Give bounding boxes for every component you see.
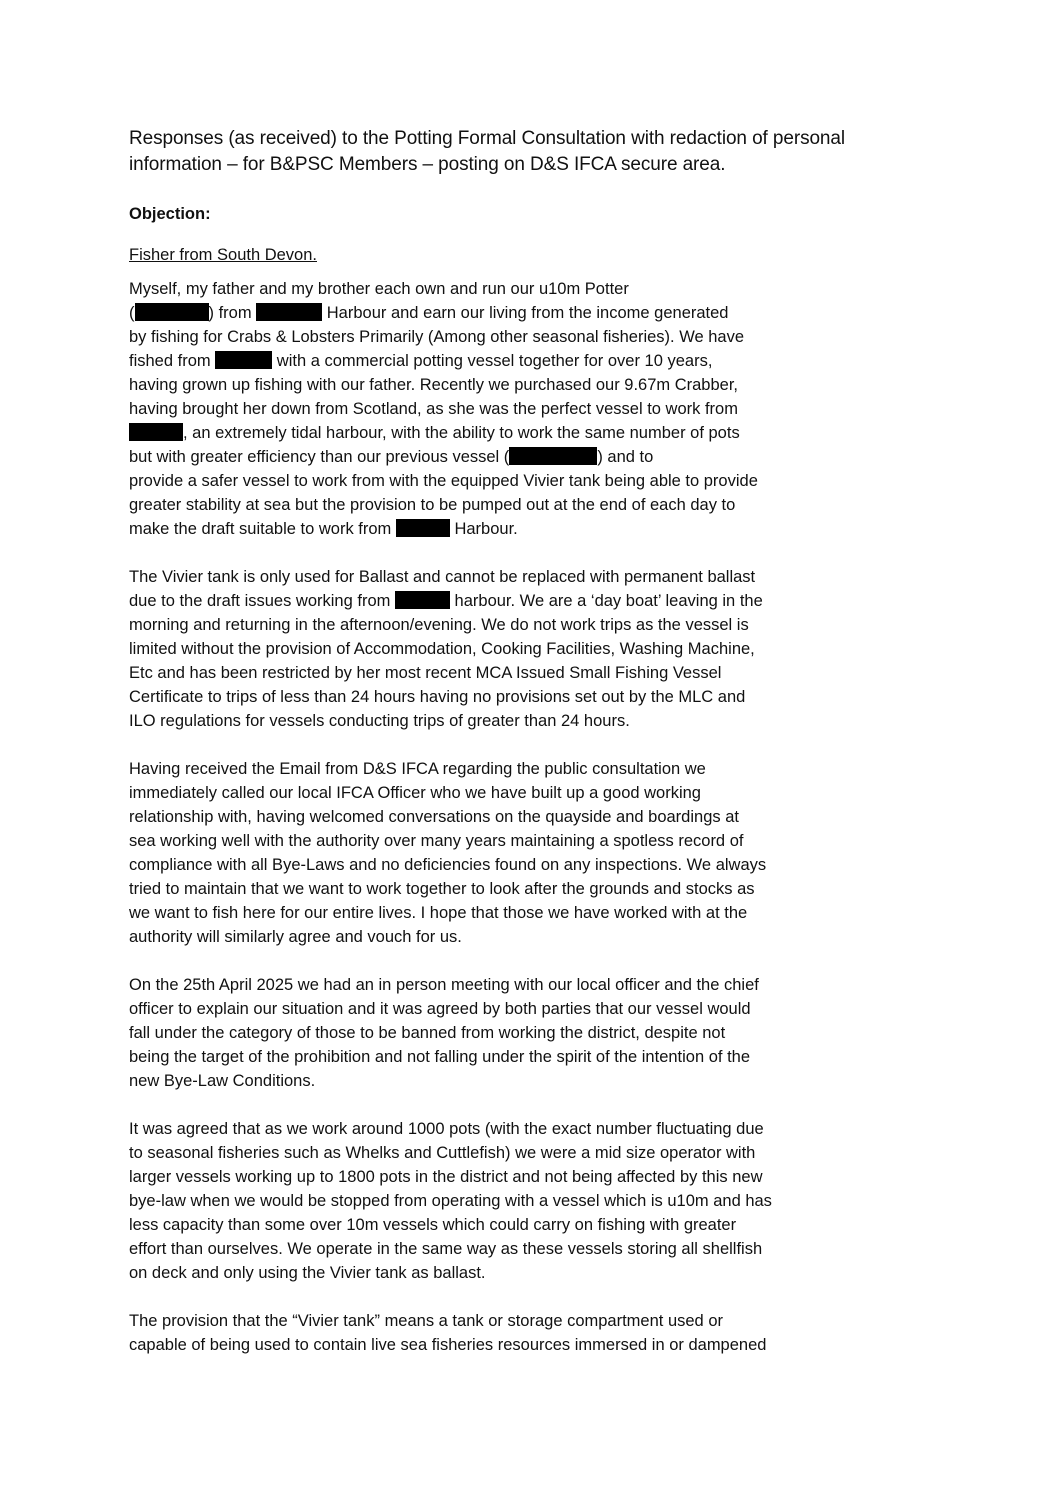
text-line: tried to maintain that we want to work together to look after the grounds and stocks as	[129, 880, 755, 898]
redaction-box	[509, 447, 597, 465]
text-line: being the target of the prohibition and not falling under the spirit of the intention of the	[129, 1048, 751, 1066]
text-line: Certificate to trips of less than 24 hours having no provisions set out by the MLC and	[129, 688, 746, 706]
text-line: authority will similarly agree and vouch for us.	[129, 928, 462, 946]
text-line: officer to explain our situation and it was agreed by both parties that our vessel would	[129, 1000, 751, 1018]
text-line	[129, 517, 929, 541]
text-line: Etc and has been restricted by her most recent MCA Issued Small Fishing Vessel	[129, 664, 722, 682]
redaction-box	[215, 351, 272, 369]
title-line: information – for B&PSC Members – posting on D&S IFCA secure area.	[129, 154, 726, 175]
text-fragment: , an extremely tidal harbour, with the ability to work the same number of pots	[183, 424, 740, 442]
text-fragment: make the draft suitable to work from	[129, 520, 396, 538]
text-line: bye-law when we would be stopped from operating with a vessel which is u10m and has	[129, 1192, 772, 1210]
text-fragment: ) and to	[597, 448, 654, 466]
text-line: relationship with, having welcomed conversations on the quayside and boardings at	[129, 808, 739, 826]
text-line: fall under the category of those to be banned from working the district, despite not	[129, 1024, 726, 1042]
paragraph-5	[129, 1117, 929, 1285]
text-line	[129, 589, 929, 613]
document-title	[129, 126, 929, 178]
text-fragment: fished from	[129, 352, 216, 370]
redaction-box	[395, 591, 450, 609]
text-line: On the 25th April 2025 we had an in person meeting with our local officer and the chief	[129, 976, 759, 994]
text-fragment: with a commercial potting vessel together for over 10 years,	[272, 352, 713, 370]
text-fragment: due to the draft issues working from	[129, 592, 395, 610]
redaction-box	[396, 519, 450, 537]
text-line: morning and returning in the afternoon/evening. We do not work trips as the vessel is	[129, 616, 749, 634]
text-line: limited without the provision of Accommodation, Cooking Facilities, Washing Machine,	[129, 640, 755, 658]
respondent-label: Fisher from South Devon.	[129, 246, 317, 264]
text-line: ILO regulations for vessels conducting trips of greater than 24 hours.	[129, 712, 630, 730]
text-line: capable of being used to contain live sea fisheries resources immersed in or dampened	[129, 1336, 767, 1354]
redaction-box	[256, 303, 322, 321]
text-line: provide a safer vessel to work from with the equipped Vivier tank being able to provide	[129, 472, 758, 490]
text-line: on deck and only using the Vivier tank as ballast.	[129, 1264, 486, 1282]
text-line	[129, 421, 929, 445]
text-line: greater stability at sea but the provision to be pumped out at the end of each day to	[129, 496, 736, 514]
text-fragment: ) from	[208, 304, 257, 322]
text-line: effort than ourselves. We operate in the same way as these vessels storing all shellfish	[129, 1240, 763, 1258]
text-line: Having received the Email from D&S IFCA regarding the public consultation we	[129, 760, 706, 778]
text-line: by fishing for Crabs & Lobsters Primarily (Among other seasonal fisheries). We have	[129, 328, 745, 346]
paragraph-1	[129, 277, 929, 541]
text-line	[129, 301, 929, 325]
text-line: The provision that the “Vivier tank” means a tank or storage compartment used or	[129, 1312, 723, 1330]
document-body	[129, 126, 929, 1381]
text-line: It was agreed that as we work around 1000 pots (with the exact number fluctuating due	[129, 1120, 764, 1138]
paragraph-6	[129, 1309, 929, 1357]
text-fragment: harbour. We are a ‘day boat’ leaving in the	[449, 592, 763, 610]
text-line: The Vivier tank is only used for Ballast and cannot be replaced with permanent ballast	[129, 568, 756, 586]
text-fragment: but with greater efficiency than our previous vessel (	[129, 448, 510, 466]
title-line: Responses (as received) to the Potting Formal Consultation with redaction of personal	[129, 128, 845, 149]
text-line	[129, 349, 929, 373]
paragraph-3	[129, 757, 929, 949]
text-line: compliance with all Bye-Laws and no deficiencies found on any inspections. We always	[129, 856, 767, 874]
text-line: we want to fish here for our entire lives. I hope that those we have worked with at the	[129, 904, 748, 922]
redaction-box	[135, 303, 209, 321]
text-line: sea working well with the authority over many years maintaining a spotless record of	[129, 832, 744, 850]
text-line: new Bye-Law Conditions.	[129, 1072, 316, 1090]
text-fragment: (	[129, 304, 135, 322]
text-line: Myself, my father and my brother each own and run our u10m Potter	[129, 280, 629, 298]
redaction-box	[129, 423, 183, 441]
text-fragment: Harbour.	[449, 520, 518, 538]
text-line: less capacity than some over 10m vessels which could carry on fishing with greater	[129, 1216, 737, 1234]
text-line: to seasonal fisheries such as Whelks and Cuttlefish) we were a mid size operator with	[129, 1144, 756, 1162]
text-line: having brought her down from Scotland, as she was the perfect vessel to work from	[129, 400, 738, 418]
text-line: having grown up fishing with our father. Recently we purchased our 9.67m Crabber,	[129, 376, 739, 394]
text-line: immediately called our local IFCA Officer who we have built up a good working	[129, 784, 701, 802]
paragraph-4	[129, 973, 929, 1093]
text-line	[129, 445, 929, 469]
section-heading: Objection:	[129, 205, 211, 223]
text-line: larger vessels working up to 1800 pots in the district and not being affected by this new	[129, 1168, 763, 1186]
text-fragment: Harbour and earn our living from the income generated	[322, 304, 729, 322]
paragraph-2	[129, 565, 929, 733]
